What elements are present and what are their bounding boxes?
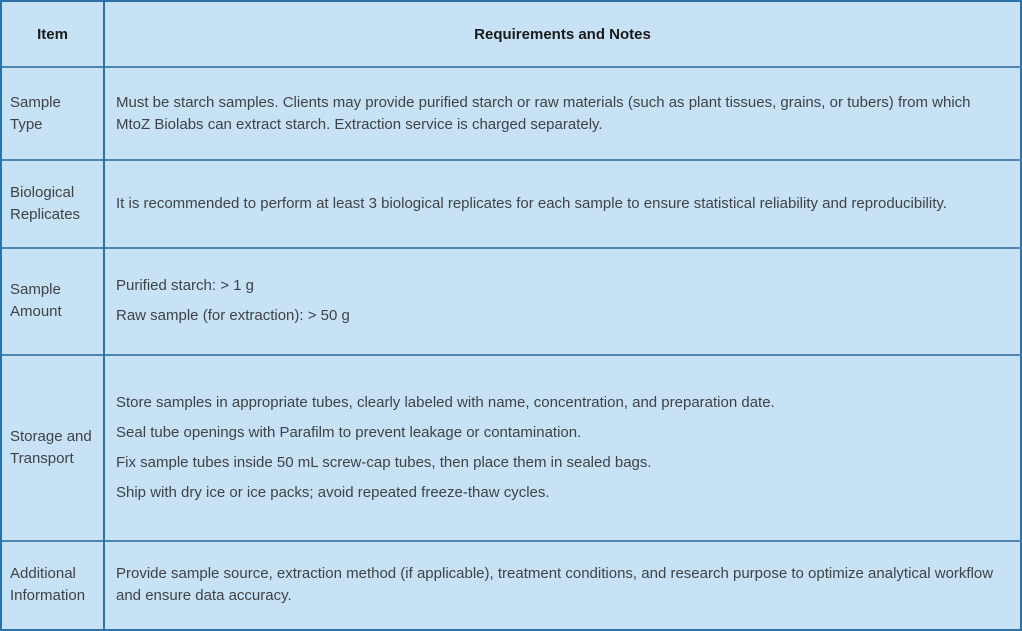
note-paragraph: Purified starch: > 1 g (116, 277, 254, 295)
table-row (1, 541, 1021, 630)
note-paragraph: It is recommended to perform at least 3 biological replicates for each sample to ensure statistical reliability and reproducibility. (116, 194, 947, 212)
table-row (1, 355, 1021, 541)
notes-cell (104, 160, 1021, 247)
item-cell: Additional Information (1, 541, 104, 630)
note-paragraph: Provide sample source, extraction method (if applicable), treatment conditions, and research purpose to optimize analytical workflow and ensure data accuracy. (116, 565, 994, 605)
item-cell: Sample Amount (1, 248, 104, 355)
table-row (1, 248, 1021, 355)
table-row (1, 160, 1021, 247)
note-paragraph: Ship with dry ice or ice packs; avoid repeated freeze-thaw cycles. (116, 483, 550, 501)
notes-cell (104, 67, 1021, 160)
note-paragraph: Raw sample (for extraction): > 50 g (116, 307, 350, 325)
table-row (1, 67, 1021, 160)
notes-cell (104, 541, 1021, 630)
item-cell: Storage and Transport (1, 355, 104, 541)
column-header-requirements: Requirements and Notes (104, 1, 1021, 67)
note-paragraph: Store samples in appropriate tubes, clearly labeled with name, concentration, and preparation date. (116, 393, 775, 411)
item-cell: Biological Replicates (1, 160, 104, 247)
column-header-item: Item (1, 1, 104, 67)
note-paragraph: Must be starch samples. Clients may provide purified starch or raw materials (such as plant tissues, grains, or tubers) from which MtoZ Biolabs can extract starch. Extraction service is charged separately. (116, 93, 971, 133)
notes-cell (104, 248, 1021, 355)
note-paragraph: Fix sample tubes inside 50 mL screw-cap tubes, then place them in sealed bags. (116, 453, 652, 471)
table-body (1, 67, 1021, 630)
header-row (1, 1, 1021, 67)
item-cell: Sample Type (1, 67, 104, 160)
notes-cell (104, 355, 1021, 541)
note-paragraph: Seal tube openings with Parafilm to prevent leakage or contamination. (116, 423, 582, 441)
